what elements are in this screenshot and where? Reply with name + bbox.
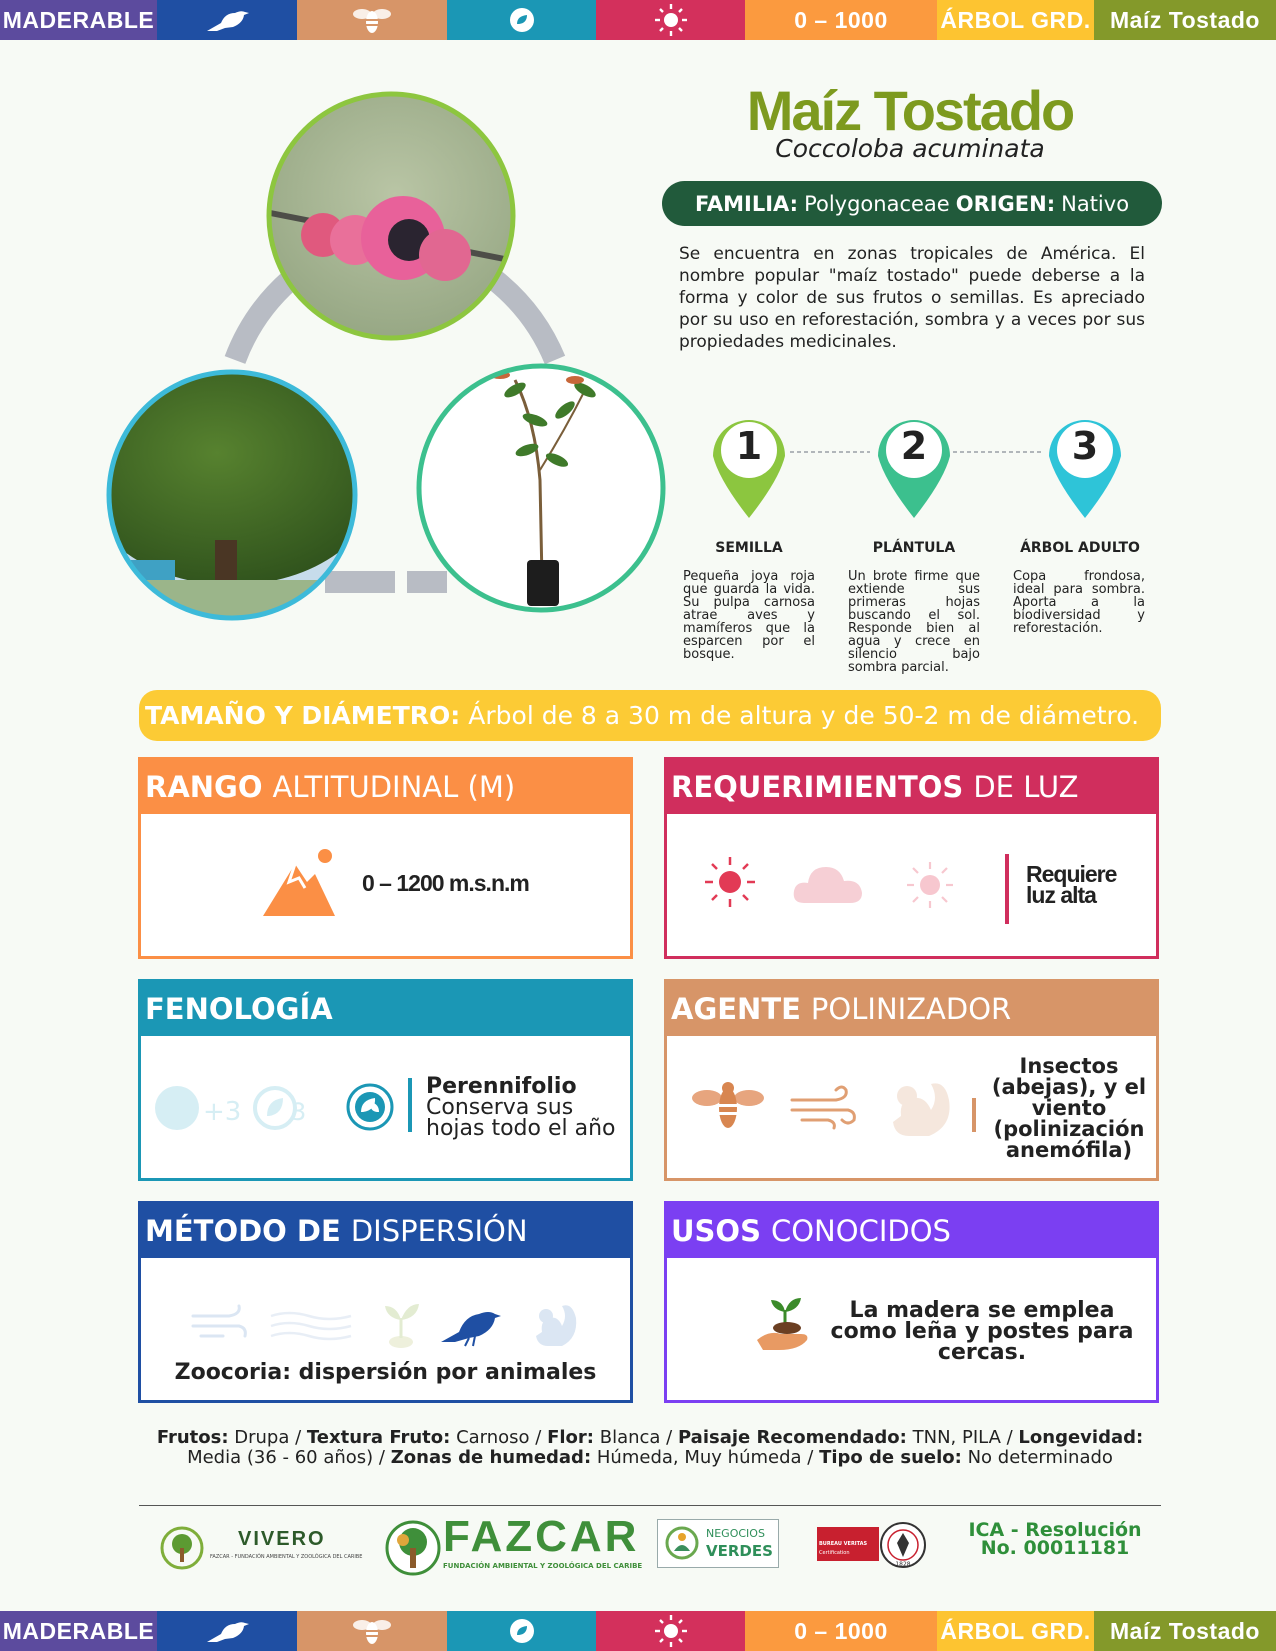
phenology-divider	[408, 1078, 412, 1132]
squirrel-icon	[879, 1076, 953, 1140]
common-name: Maíz Tostado	[746, 79, 1074, 142]
pollinator-line-5: anemófila)	[1005, 1138, 1133, 1162]
stage-1-label: SEMILLA	[715, 540, 783, 556]
negocios-verdes-logo	[657, 1519, 779, 1568]
bureau-veritas-text: BUREAU VERITAS	[819, 1541, 868, 1547]
sun-icon	[596, 0, 745, 40]
sun-icon	[596, 1611, 745, 1651]
size-label: TAMAÑO Y DIÁMETRO:	[145, 701, 461, 730]
suelo-value: No determinado	[967, 1447, 1113, 1468]
family-origin-pill	[662, 181, 1162, 226]
bee-icon	[297, 1611, 447, 1651]
altitude-title-bold: RANGO	[145, 770, 263, 804]
altitude-title-rest: ALTITUDINAL (M)	[272, 770, 516, 804]
svg-text:+3: +3	[203, 1097, 242, 1127]
fruit-photo	[255, 90, 535, 350]
bureau-veritas-logo	[817, 1517, 929, 1569]
light-value-line2: luz alta	[1026, 882, 1096, 908]
leaf-icon	[447, 1611, 596, 1651]
band-maderable: MADERABLE	[0, 0, 157, 40]
pollinator-title-rest: POLINIZADOR	[810, 992, 1012, 1026]
stage-3-number: 3	[1071, 424, 1099, 468]
uses-title-rest: CONOCIDOS	[770, 1214, 951, 1248]
footer-info: Frutos: Drupa / Textura Fruto: Carnoso / Flor: Blanca / Paisaje Recomendado: TNN, PILA / Longevidad: Media (36 - 60 años) / Zonas de humedad: Húmeda, Muy húmeda / Tipo de suelo: No determinado	[156, 1427, 1144, 1468]
cloud-icon	[792, 859, 866, 907]
uses-line-3: cercas.	[937, 1340, 1027, 1365]
band-range: 0 – 1000	[745, 0, 937, 40]
band-tree-size-bottom: ÁRBOL GRD.	[937, 1611, 1094, 1651]
light-title-bold: REQUERIMIENTOS	[671, 770, 964, 804]
band-name: Maíz Tostado	[1094, 0, 1276, 40]
phenology-title-bold: FENOLOGÍA	[145, 992, 333, 1026]
pollinator-line-2: (abejas), y el	[991, 1075, 1147, 1099]
pollinator-line-3: viento	[1031, 1096, 1107, 1120]
light-title-rest: DE LUZ	[973, 770, 1079, 804]
mountain-icon	[261, 848, 337, 918]
bee-pollinator-icon	[691, 1078, 765, 1134]
pollinator-line-1: Insectos	[1019, 1054, 1119, 1078]
humedad-label: Zonas de humedad:	[390, 1447, 592, 1468]
vivero-subtext: FAZCAR - FUNDACIÓN AMBIENTAL Y ZOOLÓGICA DEL CARIBE	[210, 1554, 363, 1560]
footer-divider	[139, 1505, 1161, 1506]
ica-resolution	[955, 1521, 1155, 1557]
dispersal-panel	[138, 1201, 633, 1403]
water-dispersal-icon	[269, 1308, 353, 1344]
bird-dispersal-icon	[439, 1298, 503, 1348]
light-value	[1026, 861, 1117, 908]
altitude-value: 0 – 1200 m.s.n.m	[362, 870, 529, 896]
stage-2-text: Un brote firme que extiende sus primeras hojas buscando el sol. Responde bien al agua y crece en silencio bajo sombra parcial.	[848, 569, 980, 675]
light-value-line1: Requiere	[1026, 861, 1117, 887]
fazcar-subtext: FUNDACIÓN AMBIENTAL Y ZOOLÓGICA DEL CARIBE	[443, 1562, 643, 1570]
bee-icon	[297, 0, 447, 40]
origin-value: Nativo	[1061, 191, 1130, 216]
stage-1-number: 1	[735, 424, 763, 468]
stage-2-number: 2	[900, 424, 928, 468]
uses-header	[667, 1204, 1156, 1258]
textura-value: Carnoso	[456, 1427, 530, 1448]
altitude-header	[141, 760, 630, 814]
svg-text:3: 3	[291, 1098, 307, 1126]
dispersal-header	[141, 1204, 630, 1258]
uses-panel	[664, 1201, 1159, 1403]
stage-3-label: ÁRBOL ADULTO	[1020, 540, 1140, 556]
fazcar-logo	[385, 1512, 643, 1580]
family-label: FAMILIA:	[694, 191, 799, 216]
fazcar-text: FAZCAR	[443, 1512, 640, 1561]
frutos-value: Drupa	[234, 1427, 290, 1448]
altitude-panel	[138, 757, 633, 959]
humedad-value: Húmeda, Muy húmeda	[596, 1447, 802, 1468]
pollinator-divider	[972, 1098, 976, 1132]
bureau-veritas-year: 1828	[895, 1561, 911, 1568]
ica-line-1: ICA - Resolución	[968, 1519, 1142, 1541]
stage-3-pin	[1045, 410, 1125, 526]
mammal-dispersal-icon	[526, 1300, 578, 1350]
semideciduous-icon	[251, 1084, 323, 1132]
gravity-dispersal-icon	[377, 1298, 425, 1350]
uses-line-1: La madera se emplea	[849, 1298, 1115, 1323]
bottom-band	[0, 1611, 1276, 1651]
phenology-value-line1: Conserva sus	[426, 1095, 574, 1120]
vivero-text: VIVERO	[238, 1528, 326, 1550]
paisaje-value: TNN, PILA	[912, 1427, 1001, 1448]
vivero-logo	[160, 1522, 363, 1572]
stage-2-label: PLÁNTULA	[872, 540, 956, 556]
top-band	[0, 0, 1276, 40]
uses-title-bold: USOS	[671, 1214, 761, 1248]
hand-sprout-icon	[755, 1296, 815, 1354]
scientific-name: Coccoloba acuminata	[775, 134, 1045, 163]
flor-value: Blanca	[599, 1427, 661, 1448]
phenology-value-line2: hojas todo el año	[426, 1116, 616, 1141]
size-value: Árbol de 8 a 30 m de altura y de 50-2 m de diámetro.	[468, 701, 1140, 730]
family-value: Polygonaceae	[804, 191, 950, 216]
band-range-bottom: 0 – 1000	[745, 1611, 937, 1651]
stage-2-pin	[874, 410, 954, 526]
bureau-veritas-cert: Certification	[819, 1550, 850, 1556]
fazcar-tree-icon	[385, 1520, 441, 1576]
light-panel	[664, 757, 1159, 959]
band-name-bottom: Maíz Tostado	[1094, 1611, 1276, 1651]
dispersal-value: Zoocoria: dispersión por animales	[174, 1360, 597, 1385]
photo-cluster	[95, 90, 685, 630]
longevidad-value: Media (36 - 60 años)	[187, 1447, 374, 1468]
light-divider	[1005, 854, 1009, 924]
full-sun-icon	[702, 854, 758, 910]
phenology-value	[426, 1076, 615, 1139]
flor-label: Flor:	[547, 1427, 594, 1448]
uses-line-2: como leña y postes para	[830, 1319, 1134, 1344]
paisaje-label: Paisaje Recomendado:	[677, 1427, 907, 1448]
pollinator-value	[979, 1056, 1159, 1161]
description: Se encuentra en zonas tropicales de América. El nombre popular "maíz tostado" puede deberse a la forma y color de sus frutos o semillas. Es apreciado por su uso en reforestación, sombra y a veces por sus propiedades medicinales.	[679, 244, 1145, 352]
negocios-text: NEGOCIOS	[706, 1527, 765, 1540]
pollinator-line-4: (polinización	[993, 1117, 1145, 1141]
deciduous-icon	[155, 1084, 242, 1132]
bird-icon	[157, 0, 297, 40]
stage-1-pin	[709, 410, 789, 526]
partial-sun-icon	[903, 858, 957, 912]
bird-icon	[157, 1611, 297, 1651]
textura-label: Textura Fruto:	[306, 1427, 451, 1448]
phenology-header	[141, 982, 630, 1036]
vivero-tree-icon	[160, 1526, 204, 1570]
evergreen-icon	[345, 1082, 395, 1132]
ica-line-2: No. 00011181	[980, 1537, 1130, 1559]
pollinator-title-bold: AGENTE	[671, 992, 801, 1026]
pollinator-panel	[664, 979, 1159, 1181]
frutos-label: Frutos:	[156, 1427, 229, 1448]
band-tree-size: ÁRBOL GRD.	[937, 0, 1094, 40]
wind-dispersal-icon	[189, 1302, 249, 1346]
band-maderable-bottom: MADERABLE	[0, 1611, 157, 1651]
uses-value	[827, 1300, 1137, 1363]
phenology-panel	[138, 979, 633, 1181]
light-header	[667, 760, 1156, 814]
suelo-label: Tipo de suelo:	[819, 1447, 962, 1468]
seedling-photo	[415, 360, 675, 620]
size-bar	[139, 690, 1161, 741]
pollinator-header	[667, 982, 1156, 1036]
verdes-text: VERDES	[706, 1542, 773, 1560]
stage-3-text: Copa frondosa, ideal para sombra. Aporta a la biodiversidad y reforestación.	[1013, 569, 1145, 636]
longevidad-label: Longevidad:	[1018, 1427, 1144, 1448]
dispersal-title-rest: DISPERSIÓN	[350, 1214, 528, 1248]
wind-icon	[788, 1082, 858, 1132]
stage-1-text: Pequeña joya roja que guarda la vida. Su pulpa carnosa atrae aves y mamíferos que la esparcen por el bosque.	[683, 569, 815, 662]
negocios-verdes-icon	[664, 1525, 700, 1561]
leaf-icon	[447, 0, 596, 40]
dispersal-title-bold: MÉTODO DE	[145, 1214, 341, 1248]
origin-label: ORIGEN:	[955, 191, 1056, 216]
phenology-value-title: Perennifolio	[426, 1074, 577, 1099]
